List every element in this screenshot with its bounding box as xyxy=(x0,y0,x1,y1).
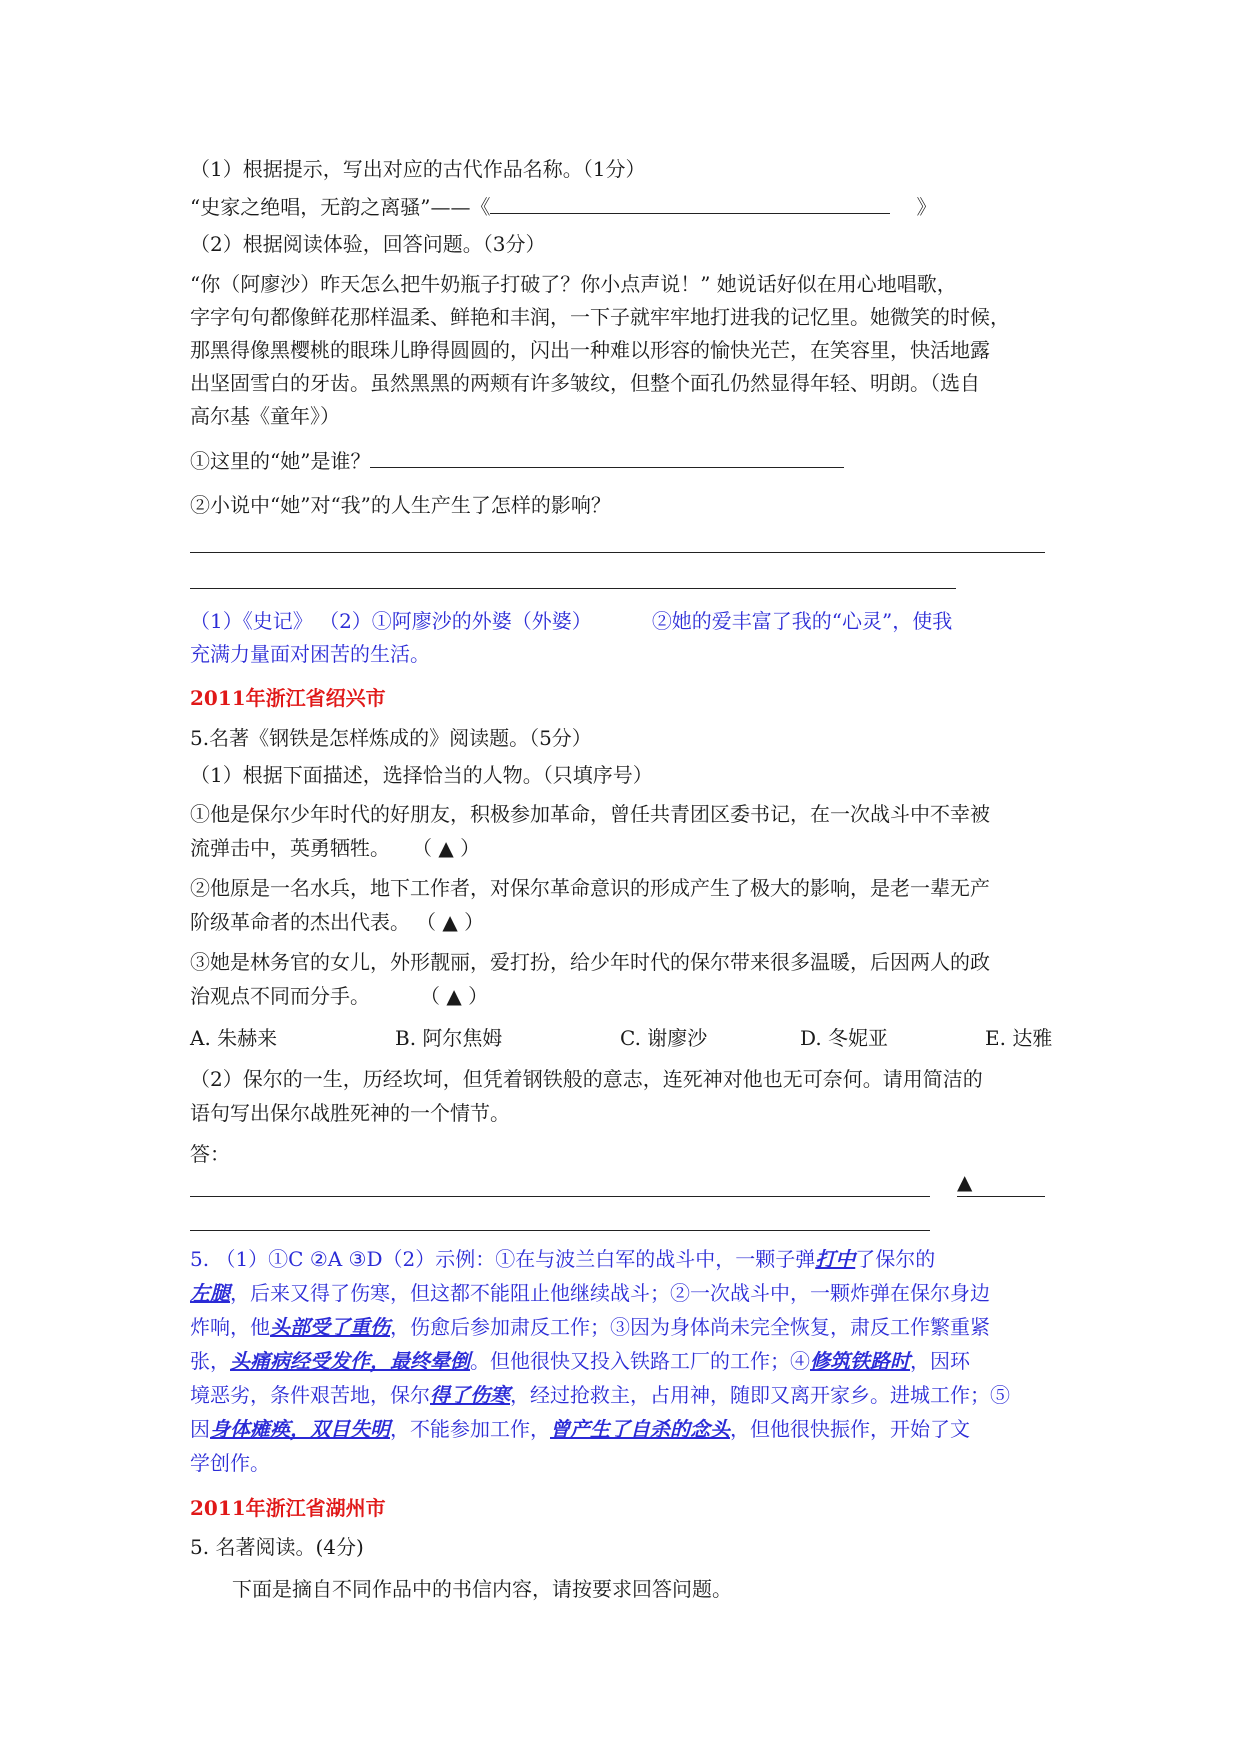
option-e: E. 达雅 xyxy=(985,1026,1053,1050)
item-2-line xyxy=(190,908,484,936)
answer-blank[interactable]: （ ▲ ） xyxy=(420,984,489,1008)
answer-keyword: 打中 xyxy=(815,1247,856,1271)
item-1-line xyxy=(190,834,480,862)
answer-keyword: 身体瘫痪，双目失明 xyxy=(210,1417,390,1441)
sub-question-1 xyxy=(190,447,844,475)
answer-5-line xyxy=(190,1313,990,1341)
answer-keyword: 修筑铁路时 xyxy=(810,1349,910,1373)
answer-text: ，因环 xyxy=(910,1349,970,1373)
answer-keyword: 头痛病经受发作，最终晕倒 xyxy=(230,1349,470,1373)
option-b: B. 阿尔焦姆 xyxy=(395,1026,503,1050)
item-1-text: 流弹击中，英勇牺牲。 xyxy=(190,836,390,860)
passage-line: 高尔基《童年》） xyxy=(190,404,340,428)
answer-keyword: 得了伤寒 xyxy=(430,1383,510,1407)
item-3-line xyxy=(190,982,488,1010)
answer-keyword: 曾产生了自杀的念头 xyxy=(550,1417,730,1441)
answer-1-line xyxy=(190,607,952,635)
answer-text: 了保尔的 xyxy=(855,1247,936,1271)
answer-5-line xyxy=(190,1245,935,1273)
answer-keyword: 左腿 xyxy=(190,1281,230,1305)
answer-text: ，伤愈后参加肃反工作；③因为身体尚未完全恢复，肃反工作繁重紧 xyxy=(390,1315,990,1339)
answer-text: ，但他很快振作，开始了文 xyxy=(730,1417,970,1441)
answer-label: 答： xyxy=(190,1142,230,1166)
question-2-prompt: （2）根据阅读体验，回答问题。（3分） xyxy=(190,232,546,256)
answer-blank[interactable] xyxy=(370,447,844,468)
option-a: A. 朱赫来 xyxy=(190,1026,278,1050)
intro-text: 下面是摘自不同作品中的书信内容，请按要求回答问题。 xyxy=(232,1577,732,1601)
question-1-quote: “史家之绝唱，无韵之离骚”——《 xyxy=(190,195,491,219)
question-5-title: 5. 名著阅读。(4分) xyxy=(190,1535,364,1559)
item-3-text: 治观点不同而分手。 xyxy=(190,984,370,1008)
question-5-1-prompt: （1）根据下面描述，选择恰当的人物。（只填序号） xyxy=(190,763,653,787)
question-1-quote-line xyxy=(190,193,936,221)
item-2-line: ②他原是一名水兵，地下工作者，对保尔革命意识的形成产生了极大的影响，是老一辈无产 xyxy=(190,876,990,900)
answer-keyword: 头部受了重伤 xyxy=(270,1315,390,1339)
answer-line[interactable] xyxy=(190,1230,930,1231)
answer-text: 张， xyxy=(190,1349,230,1373)
passage-line: 那黑得像黑樱桃的眼珠儿睁得圆圆的，闪出一种难以形容的愉快光芒，在笑容里，快活地露 xyxy=(190,338,990,362)
answer-text: ，不能参加工作， xyxy=(390,1417,550,1441)
answer-5-line: 学创作。 xyxy=(190,1451,270,1475)
passage-line: “你（阿廖沙）昨天怎么把牛奶瓶子打破了？你小点声说！” 她说话好似在用心地唱歌， xyxy=(190,272,957,296)
passage-line: 字字句句都像鲜花那样温柔、鲜艳和丰润，一下子就牢牢地打进我的记忆里。她微笑的时候， xyxy=(190,305,1010,329)
answer-text: 5. （1）①C ②A ③D（2）示例：①在与波兰白军的战斗中，一颗子弹 xyxy=(190,1247,816,1271)
answer-text: ，经过抢救主，占用神，随即又离开家乡。进城工作；⑤ xyxy=(510,1383,1010,1407)
option-d: D. 冬妮亚 xyxy=(800,1026,889,1050)
answer-5-line xyxy=(190,1415,970,1443)
question-1-prompt: （1）根据提示，写出对应的古代作品名称。（1分） xyxy=(190,157,646,181)
answer-text: 。但他很快又投入铁路工厂的工作；④ xyxy=(470,1349,810,1373)
answer-line[interactable] xyxy=(957,1196,1045,1197)
triangle-marker: ▲ xyxy=(957,1170,973,1194)
answer-1-part-b: ②她的爱丰富了我的“心灵”，使我 xyxy=(651,609,953,633)
answer-line[interactable] xyxy=(190,552,1045,553)
answer-blank[interactable]: （ ▲ ） xyxy=(416,910,485,934)
item-1-line: ①他是保尔少年时代的好朋友，积极参加革命，曾任共青团区委书记，在一次战斗中不幸被 xyxy=(190,802,990,826)
answer-text: 炸响，他 xyxy=(190,1315,270,1339)
answer-blank[interactable] xyxy=(490,193,890,214)
question-5-2-line: 语句写出保尔战胜死神的一个情节。 xyxy=(190,1101,510,1125)
answer-line[interactable] xyxy=(190,588,956,589)
question-5-title: 5.名著《钢铁是怎样炼成的》阅读题。（5分） xyxy=(190,726,592,750)
answer-1-line: 充满力量面对困苦的生活。 xyxy=(190,642,430,666)
answer-text: 境恶劣，条件艰苦地，保尔 xyxy=(190,1383,430,1407)
option-c: C. 谢廖沙 xyxy=(620,1026,708,1050)
item-2-text: 阶级革命者的杰出代表。 xyxy=(190,910,410,934)
answer-5-line xyxy=(190,1279,990,1307)
sub-question-2: ②小说中“她”对“我”的人生产生了怎样的影响？ xyxy=(190,493,611,517)
answer-5-line xyxy=(190,1381,1010,1409)
section-heading-shaoxing: 2011年浙江省绍兴市 xyxy=(190,686,386,710)
question-1-close: 》 xyxy=(916,195,937,219)
passage-line: 出坚固雪白的牙齿。虽然黑黑的两颊有许多皱纹，但整个面孔仍然显得年轻、明朗。（选自 xyxy=(190,371,980,395)
answer-text: ，后来又得了伤寒，但这都不能阻止他继续战斗；②一次战斗中，一颗炸弹在保尔身边 xyxy=(230,1281,990,1305)
sub-question-1-text: ①这里的“她”是谁？ xyxy=(190,449,371,473)
item-3-line: ③她是林务官的女儿，外形靓丽，爱打扮，给少年时代的保尔带来很多温暖，后因两人的政 xyxy=(190,950,990,974)
answer-text: 因 xyxy=(190,1417,210,1441)
question-5-2-line: （2）保尔的一生，历经坎坷，但凭着钢铁般的意志，连死神对他也无可奈何。请用简洁的 xyxy=(190,1067,983,1091)
answer-blank[interactable]: （ ▲ ） xyxy=(412,836,481,860)
answer-line[interactable] xyxy=(190,1196,930,1197)
answer-1-part-a: （1）《史记》 （2）①阿廖沙的外婆（外婆） xyxy=(190,609,592,633)
section-heading-huzhou: 2011年浙江省湖州市 xyxy=(190,1496,386,1520)
answer-5-line xyxy=(190,1347,970,1375)
